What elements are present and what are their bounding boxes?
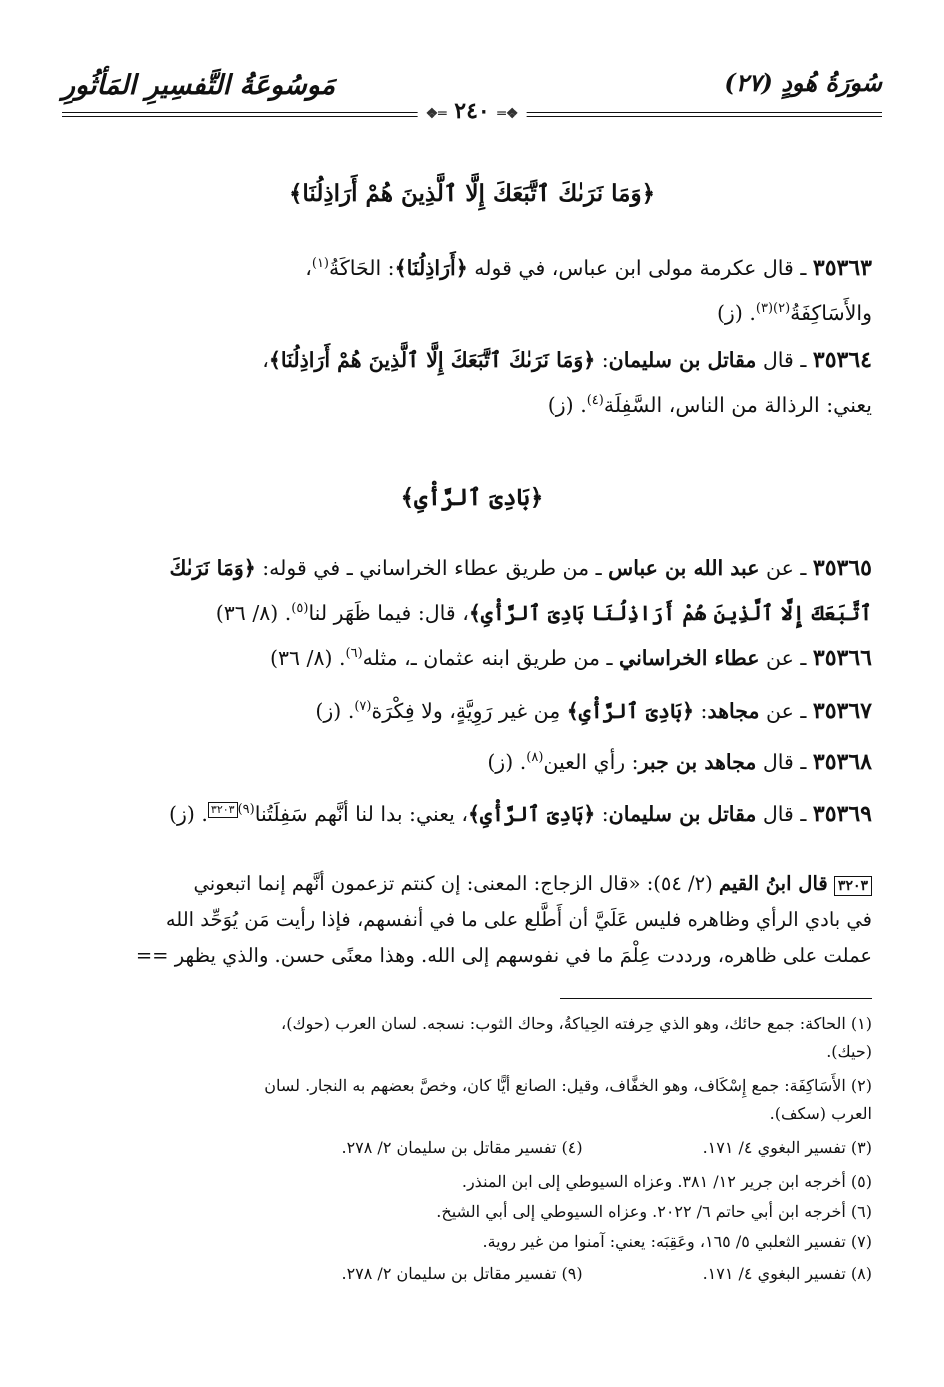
narration-text: ـ من طريق ابنه عثمان ـ، مثله xyxy=(362,646,620,670)
quran-quote: ﴿وَمَا نَرَىٰكَ xyxy=(169,556,256,580)
footnote-ref: (٦) xyxy=(345,646,363,662)
footnote-ref: (٨) xyxy=(526,750,544,766)
footnote-5: (٥) أخرجه ابن جرير ١٢/ ٣٨١. وعزاه السيوطي إلى ابن المنذر. xyxy=(461,1172,872,1191)
footnotes xyxy=(72,1010,872,1288)
quran-quote: ﴿بَادِىَ ٱلرَّأْىِ﴾ xyxy=(467,802,596,826)
narrator-name: مجاهد xyxy=(707,699,760,723)
commentary-text: عملت على ظاهره، ورددت عِلْمَ ما في نفوسهم إلى الله. وهذا معنًى حسن. والذي يظهر == xyxy=(135,944,872,967)
narration-35366 xyxy=(72,636,872,681)
narration-35363 xyxy=(72,246,872,336)
narration-number: ٣٥٣٦٤ xyxy=(812,347,872,373)
commentary-text: (٢/ ٥٤): «قال الزجاج: المعنى: إن كنتم تزعمون أنَّهم إنما اتبعوني xyxy=(193,872,719,895)
narration-text: ـ قال xyxy=(756,348,807,372)
narration-text: : xyxy=(595,802,609,826)
narration-text: . (ز) xyxy=(168,802,208,826)
footnote-ref: (٩) xyxy=(237,802,255,818)
footnote-rule xyxy=(560,998,872,999)
narration-text: . (٨/ ٣٦) xyxy=(215,601,292,625)
narration-35369 xyxy=(72,792,872,837)
narration-number: ٣٥٣٦٧ xyxy=(812,698,872,724)
page-number-block xyxy=(418,98,527,124)
narration-text: ـ من طريق عطاء الخراساني ـ في قوله: xyxy=(255,556,609,580)
commentary-author: قال ابنُ القيم xyxy=(718,872,828,895)
narrator-name: مجاهد بن جبر xyxy=(638,750,757,774)
footnote-8: (٨) تفسير البغوي ٤/ ١٧١. xyxy=(702,1264,872,1283)
narration-35367 xyxy=(72,689,872,734)
narration-text: ـ قال xyxy=(756,750,807,774)
narration-text: . (ز) xyxy=(315,699,355,723)
footnote-ref: (٢)(٣) xyxy=(755,301,791,317)
narration-number: ٣٥٣٦٥ xyxy=(812,555,872,581)
narration-text: ـ قال عكرمة مولى ابن عباس، في قوله xyxy=(467,256,807,280)
narration-text: ـ قال xyxy=(756,802,807,826)
footnote-ref: (٧) xyxy=(354,699,372,715)
narration-text: مِن غير رَوِيَّةٍ، ولا فِكْرَة xyxy=(371,699,567,723)
narration-number: ٣٥٣٦٣ xyxy=(812,255,872,281)
narration-text: : رأي العين xyxy=(543,750,639,774)
footnote-row xyxy=(72,1260,872,1288)
book-title: مَوسُوعَةُ التَّفسِيرِ المَأثُورِ xyxy=(62,70,336,101)
narrator-name: عبد الله بن عباس xyxy=(608,556,760,580)
page-header xyxy=(62,68,882,128)
commentary-block xyxy=(72,866,872,974)
quran-quote: ٱتَّبَعَكَ إِلَّا ٱلَّذِينَ هُمْ أَرَاذِلُنَا بَادِىَ ٱلرَّأْىِ﴾ xyxy=(468,601,872,625)
quran-quote: ﴿بَادِىَ ٱلرَّأْىِ﴾ xyxy=(566,699,695,723)
narration-text: . (ز) xyxy=(716,301,756,325)
narration-number: ٣٥٣٦٨ xyxy=(812,749,872,775)
verse-heading: ﴿وَمَا نَرَىٰكَ ٱتَّبَعَكَ إِلَّا ٱلَّذِينَ هُمْ أَرَاذِلُنَا﴾ xyxy=(288,180,656,207)
footnote-ref: (٤) xyxy=(586,393,604,409)
footnote-ref: (٥) xyxy=(291,601,309,617)
footnote-9: (٩) تفسير مقاتل بن سليمان ٢/ ٢٧٨. xyxy=(341,1264,583,1283)
narration-number: ٣٥٣٦٦ xyxy=(812,645,872,671)
narration-text: . (ز) xyxy=(487,750,527,774)
footnote-1-cont: (حيك). xyxy=(826,1042,872,1061)
footnote-6: (٦) أخرجه ابن أبي حاتم ٦/ ٢٠٢٢. وعزاه السيوطي إلى أبي الشيخ. xyxy=(436,1202,872,1221)
narration-35365 xyxy=(72,546,872,636)
ornament-icon: ❖═ xyxy=(497,106,519,122)
footnote-ref: (١) xyxy=(311,256,329,272)
footnote-7: (٧) تفسير الثعلبي ٥/ ١٦٥، وعَقِبَه: يعني: آمنوا من غير روية. xyxy=(482,1232,872,1251)
narration-text: . (ز) xyxy=(547,393,587,417)
surah-title: سُورَةُ هُودٍ (٢٧) xyxy=(724,68,882,97)
narration-text: . (٨/ ٣٦) xyxy=(270,646,346,670)
footnote-2-cont: العرب (سكف). xyxy=(769,1104,872,1123)
narration-text: ـ عن xyxy=(759,646,807,670)
narration-text: ـ عن xyxy=(759,699,807,723)
narrator-name: مقاتل بن سليمان xyxy=(608,802,757,826)
narration-text: ، يعني: بدا لنا أنَّهم سَفِلَتُنا xyxy=(254,802,468,826)
narration-text: ، xyxy=(305,256,312,280)
narration-35364 xyxy=(72,338,872,428)
commentary-ref-box: ٣٢٠٣ xyxy=(208,802,238,818)
page-number: ٢٤٠ xyxy=(454,98,490,124)
footnote-3: (٣) تفسير البغوي ٤/ ١٧١. xyxy=(702,1138,872,1157)
commentary-number-box: ٣٢٠٣ xyxy=(834,876,872,896)
narrator-name: عطاء الخراساني xyxy=(619,646,760,670)
quran-quote: ﴿أَرَاذِلُنَا﴾ xyxy=(394,256,468,280)
narration-text: : xyxy=(694,699,708,723)
quran-quote: ﴿وَمَا نَرَىٰكَ ٱتَّبَعَكَ إِلَّا ٱلَّذِينَ هُمْ أَرَاذِلُنَا﴾ xyxy=(268,348,596,372)
narration-text: : الحَاكَةُ xyxy=(329,256,395,280)
footnote-1: (١) الحاكة: جمع حائك، وهو الذي حِرفته الحِياكةُ، وحاك الثوب: نسجه. لسان العرب (حوك)، xyxy=(281,1014,872,1033)
narration-text: والأَسَاكِفَةُ xyxy=(790,301,872,325)
verse-heading: ﴿بَادِىَ ٱلرَّأْىِ﴾ xyxy=(400,484,544,511)
narrator-name: مقاتل بن سليمان xyxy=(608,348,757,372)
narration-text: ، xyxy=(262,348,269,372)
narration-number: ٣٥٣٦٩ xyxy=(812,801,872,827)
commentary-text: في بادي الرأي وظاهره فليس عَلَيَّ أن أَطَّلع على ما في أنفسهم، فإذا رأيت مَن يُوَحِّد الله xyxy=(165,908,872,931)
narration-35368 xyxy=(72,740,872,785)
footnote-row xyxy=(72,1134,872,1162)
narration-text: يعني: الرذالة من الناس، السَّفِلَة xyxy=(603,393,872,417)
footnote-4: (٤) تفسير مقاتل بن سليمان ٢/ ٢٧٨. xyxy=(341,1138,583,1157)
footnote-2: (٢) الأَسَاكِفَة: جمع إِسْكَاف، وهو الخفَّاف، وقيل: الصانع أيًّا كان، وخصَّ بعضهم به النجار. لسان xyxy=(264,1076,872,1095)
narration-text: : xyxy=(595,348,609,372)
narration-text: ـ عن xyxy=(759,556,807,580)
ornament-icon: ═❖ xyxy=(425,106,447,122)
narration-text: ، قال: فيما ظَهَر لنا xyxy=(308,601,469,625)
